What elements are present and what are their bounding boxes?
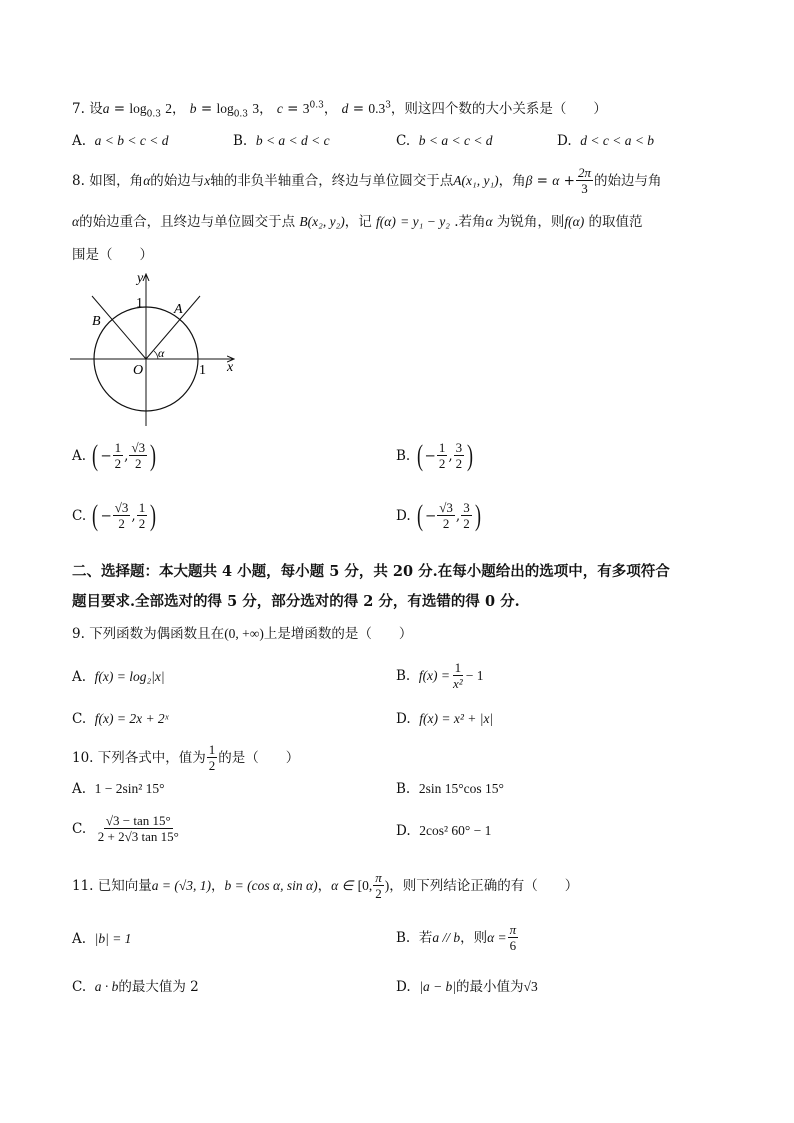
q9-stem: 9. 下列函数为偶函数且在(0, +∞)上是增函数的是（ ） <box>72 626 413 642</box>
point-b-label: B <box>92 314 101 329</box>
q7-option-c[interactable]: C. b < a < c < d <box>396 133 493 149</box>
one-top-label: 1 <box>136 296 143 311</box>
q10-option-b[interactable]: B. 2sin 15°cos 15° <box>396 781 504 797</box>
q7-option-a[interactable]: A. a < b < c < d <box>72 133 169 149</box>
q10-option-a[interactable]: A. 1 − 2sin² 15° <box>72 781 165 797</box>
section-2-heading-line2: 题目要求.全部选对的得 5 分，部分选对的得 2 分，有选错的得 0 分. <box>72 593 520 610</box>
one-right-label: 1 <box>199 363 206 378</box>
origin-label: O <box>133 363 144 378</box>
q8-option-b[interactable]: B. ( − $\frac{1}{2}$ , $\frac{3}{2}$ ) <box>396 438 474 472</box>
ray-a <box>146 296 200 359</box>
q9-option-a[interactable]: A. f(x) = log₂|x| <box>72 669 165 685</box>
q11-option-d[interactable]: D. |a − b|的最小值为√3 <box>396 979 538 995</box>
q7-stem: 7. 设$a = \log_{0.3} 2$， $b = \log_{0.3} 3$， $c = 3^{0.3}$， $d = 0.3^3$，则这四个数的大小关系是（ ） <box>72 100 607 120</box>
q7-option-b[interactable]: B. b < a < d < c <box>233 133 330 149</box>
q8-stem-line2: α的始边重合，且终边与单位圆交于点 B(x₂, y₂)，记 f(α) = y₁ − y₂ .若角α 为锐角，则f(α) 的取值范 <box>72 214 643 230</box>
q11-option-a[interactable]: A. |b| = 1 <box>72 931 132 947</box>
q11-option-b[interactable]: B. 若 a // b ，则 α = $\frac{\pi}{6}$ <box>396 922 517 953</box>
q11-stem: 11. 已知向量 a = (√3, 1) ， b = (cos α, sin α) ， α ∈ [0, $\frac{\pi}{2}$ ) ，则下列结论正确的有（ ） <box>72 870 579 901</box>
q8-stem-line3: 围是（ ） <box>72 247 153 263</box>
q11-option-c[interactable]: C. a · b的最大值为 2 <box>72 979 199 995</box>
q10-option-d[interactable]: D. 2cos² 60° − 1 <box>396 823 492 839</box>
q9-option-c[interactable]: C. f(x) = 2x + 2ˣ <box>72 711 169 727</box>
q7-option-d[interactable]: D. d < c < a < b <box>557 133 655 149</box>
q10-stem: 10. 下列各式中，值为 $\frac{1}{2}$ 的是（ ） <box>72 742 300 773</box>
alpha-label: α <box>158 346 165 360</box>
point-a-label: A <box>174 302 183 317</box>
q8-option-c[interactable]: C. ( − $\frac{√3}{2}$ , $\frac{1}{2}$ ) <box>72 498 157 532</box>
q9-option-d[interactable]: D. f(x) = x² + |x| <box>396 711 494 727</box>
q8-stem-line1: 8. 如图，角 α 的始边与 x 轴的非负半轴重合，终边与单位圆交于点 A(x₁, y₁) ，角 β = α + $\frac{2\pi}{3}$ 的始边与角 <box>72 165 662 196</box>
y-axis-label: y <box>137 271 144 286</box>
q9-option-b[interactable]: B. f(x) = $\frac{1}{\text{x²}}$ − 1 <box>396 660 484 691</box>
q10-option-c[interactable]: C. $\frac{√3 - \tan 15^\circ}{2 + 2√3 \tan 15^\circ}$ <box>72 813 179 844</box>
q8-option-d[interactable]: D. ( − $\frac{√3}{2}$ , $\frac{3}{2}$ ) <box>396 498 481 532</box>
x-axis-label: x <box>227 360 234 375</box>
section-2-heading-line1: 二、选择题：本大题共 4 小题，每小题 5 分，共 20 分.在每小题给出的选项中，有多项符合 <box>72 563 670 580</box>
unit-circle-figure <box>66 268 242 430</box>
q8-option-a[interactable]: A. ( − $\frac{1}{2}$ , $\frac{√3}{2}$ ) <box>72 438 157 472</box>
